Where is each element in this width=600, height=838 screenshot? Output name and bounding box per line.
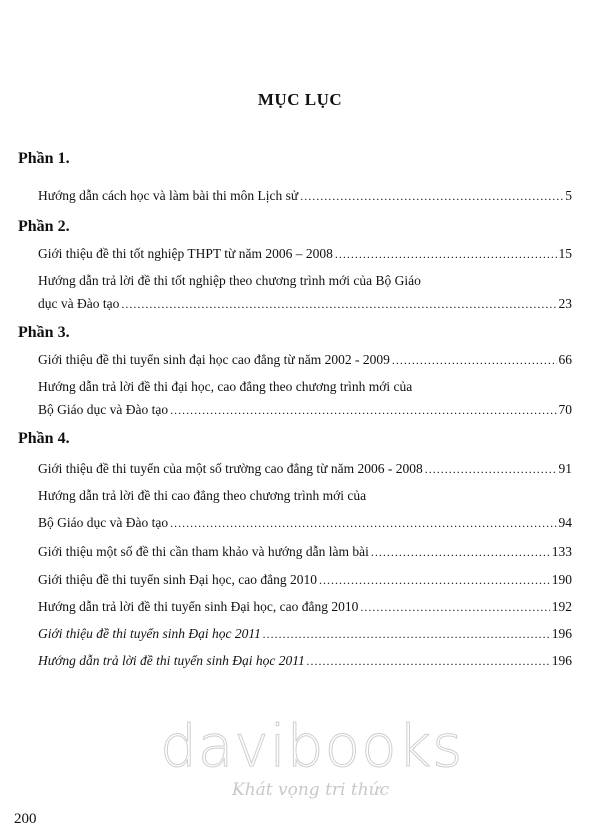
toc-entry-title-line1: Hướng dẫn trả lời đề thi cao đẳng theo chương trình mới của [38,488,367,503]
dot-leader [425,461,557,477]
toc-entry[interactable] [38,188,572,204]
toc-entry-title: Giới thiệu đề thi tốt nghiệp THPT từ năm 2006 – 2008 [38,246,333,261]
dot-leader [263,626,550,642]
toc-entry-title-line1: Hướng dẫn trả lời đề thi tốt nghiệp theo chương trình mới của Bộ Giáo [38,273,421,288]
toc-entry[interactable] [38,572,572,588]
part-3-heading: Phần 3. [18,324,70,341]
part-4-heading: Phần 4. [18,430,70,447]
toc-entry-title: dục và Đào tạo [38,296,120,311]
dot-leader [307,653,550,669]
toc-entry-page: 196 [551,653,572,668]
dot-leader [371,544,550,560]
toc-entry[interactable] [38,461,572,477]
watermark-slogan: Khát vọng tri thức [232,780,390,800]
toc-entry-page: 192 [551,599,572,614]
toc-entry[interactable] [38,653,572,669]
toc-entry-page: 196 [551,626,572,641]
page-number: 200 [14,811,37,827]
dot-leader [360,599,549,615]
dot-leader [170,402,556,418]
toc-entry-title: Bộ Giáo dục và Đào tạo [38,515,169,530]
toc-entry[interactable] [38,379,572,418]
toc-entry[interactable] [38,599,572,615]
toc-entry[interactable] [38,544,572,560]
toc-entry-page: 5 [565,188,572,203]
page-title: MỤC LỤC [257,90,343,109]
toc-entry-page: 190 [551,572,572,587]
part-1-heading: Phần 1. [18,150,70,167]
dot-leader [300,188,563,204]
toc-entry-page: 66 [558,352,572,367]
toc-entry-page: 94 [558,515,572,530]
toc-entry[interactable] [38,352,572,368]
toc-entry-title-line1: Hướng dẫn trả lời đề thi đại học, cao đẳng theo chương trình mới của [38,379,413,394]
toc-entry-title: Hướng dẫn trả lời đề thi tuyển sinh Đại học 2011 [38,653,305,668]
toc-entry-title: Giới thiệu đề thi tuyển sinh đại học cao đẳng từ năm 2002 - 2009 [38,352,390,367]
toc-entry[interactable] [38,246,572,262]
toc-entry[interactable] [38,626,572,642]
watermark-logo: davibooks [160,712,464,780]
toc-entry-page: 23 [558,296,572,311]
toc-entry-title: Giới thiệu một số đề thi cần tham khảo và hướng dẫn làm bài [38,544,369,559]
toc-entry-title: Hướng dẫn trả lời đề thi tuyển sinh Đại học, cao đẳng 2010 [38,599,359,614]
dot-leader [335,246,557,262]
toc-entry-title: Bộ Giáo dục và Đào tạo [38,402,169,417]
dot-leader [392,352,557,368]
toc-entry-title: Giới thiệu đề thi tuyển sinh Đại học, cao đẳng 2010 [38,572,317,587]
dot-leader [319,572,550,588]
toc-entry[interactable] [38,488,572,531]
toc-entry-title: Giới thiệu đề thi tuyển sinh Đại học 2011 [38,626,261,641]
toc-entry-page: 15 [558,246,572,261]
toc-entry-title: Giới thiệu đề thi tuyển của một số trường cao đẳng từ năm 2006 - 2008 [38,461,423,476]
toc-entry-title: Hướng dẫn cách học và làm bài thi môn Lịch sử [38,188,299,203]
toc-entry[interactable] [38,273,572,312]
dot-leader [121,296,556,312]
part-2-heading: Phần 2. [18,218,70,235]
dot-leader [170,515,556,531]
toc-entry-page: 70 [558,402,572,417]
toc-entry-page: 91 [558,461,572,476]
toc-entry-page: 133 [551,544,572,559]
